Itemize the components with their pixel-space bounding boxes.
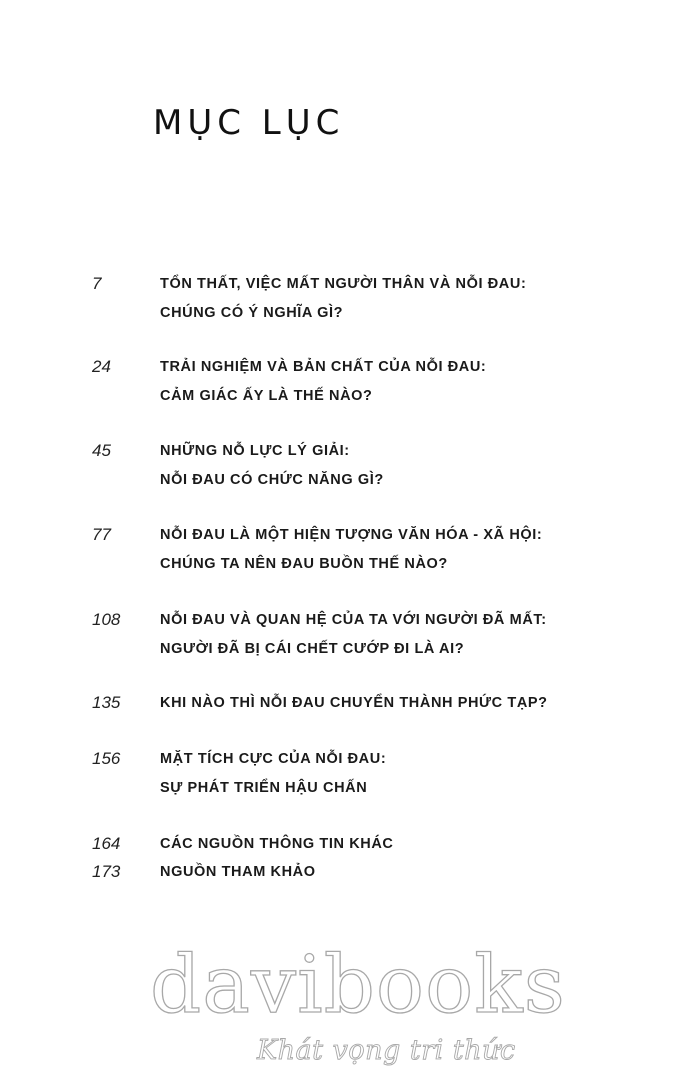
toc-page-number: 135 <box>92 693 121 712</box>
toc-title-line: TỔN THẤT, VIỆC MẤT NGƯỜI THÂN VÀ NỖI ĐAU: <box>160 276 527 292</box>
toc-title <box>160 862 680 891</box>
toc-title-line: NHỮNG NỖ LỰC LÝ GIẢI: <box>160 443 350 459</box>
toc-title <box>160 357 680 415</box>
toc-title <box>160 693 680 722</box>
toc-title <box>160 274 680 332</box>
toc-page-number: 156 <box>92 749 121 768</box>
watermark-brand: davibooks <box>150 938 566 1031</box>
toc-title <box>160 834 680 863</box>
toc-page-number: 108 <box>92 610 121 629</box>
toc-page-number: 164 <box>92 834 121 853</box>
toc-title-line: CÁC NGUỒN THÔNG TIN KHÁC <box>160 836 394 852</box>
toc-title-line: TRẢI NGHIỆM VÀ BẢN CHẤT CỦA NỖI ĐAU: <box>160 359 487 375</box>
toc-page-number: 24 <box>92 357 111 376</box>
page-title: MỤC LỤC <box>153 103 345 143</box>
toc-title-line: KHI NÀO THÌ NỖI ĐAU CHUYỂN THÀNH PHỨC TẠP? <box>160 695 548 711</box>
toc-title-line: NỖI ĐAU LÀ MỘT HIỆN TƯỢNG VĂN HÓA - XÃ HỘI: <box>160 527 543 543</box>
toc-title <box>160 441 680 499</box>
toc-page-number: 45 <box>92 441 111 460</box>
toc-title-line: NỖI ĐAU CÓ CHỨC NĂNG GÌ? <box>160 472 384 488</box>
toc-title <box>160 749 680 807</box>
toc-page-number: 173 <box>92 862 121 881</box>
toc-title-line: CHÚNG CÓ Ý NGHĨA GÌ? <box>160 305 344 321</box>
toc-page-number: 7 <box>92 274 102 293</box>
toc-title-line: MẶT TÍCH CỰC CỦA NỖI ĐAU: <box>160 751 387 767</box>
toc-title <box>160 610 680 668</box>
toc-title-line: SỰ PHÁT TRIỂN HẬU CHẤN <box>160 780 368 796</box>
watermark-slogan: Khát vọng tri thức <box>257 1035 516 1066</box>
toc-page-number: 77 <box>92 525 111 544</box>
toc-title-line: NGUỒN THAM KHẢO <box>160 864 316 880</box>
toc-title-line: NGƯỜI ĐÃ BỊ CÁI CHẾT CƯỚP ĐI LÀ AI? <box>160 641 465 657</box>
toc-title-line: CẢM GIÁC ẤY LÀ THẾ NÀO? <box>160 388 373 404</box>
toc-title-line: CHÚNG TA NÊN ĐAU BUỒN THẾ NÀO? <box>160 556 448 572</box>
toc-title <box>160 525 680 583</box>
toc-title-line: NỖI ĐAU VÀ QUAN HỆ CỦA TA VỚI NGƯỜI ĐÃ MẤT: <box>160 612 547 628</box>
